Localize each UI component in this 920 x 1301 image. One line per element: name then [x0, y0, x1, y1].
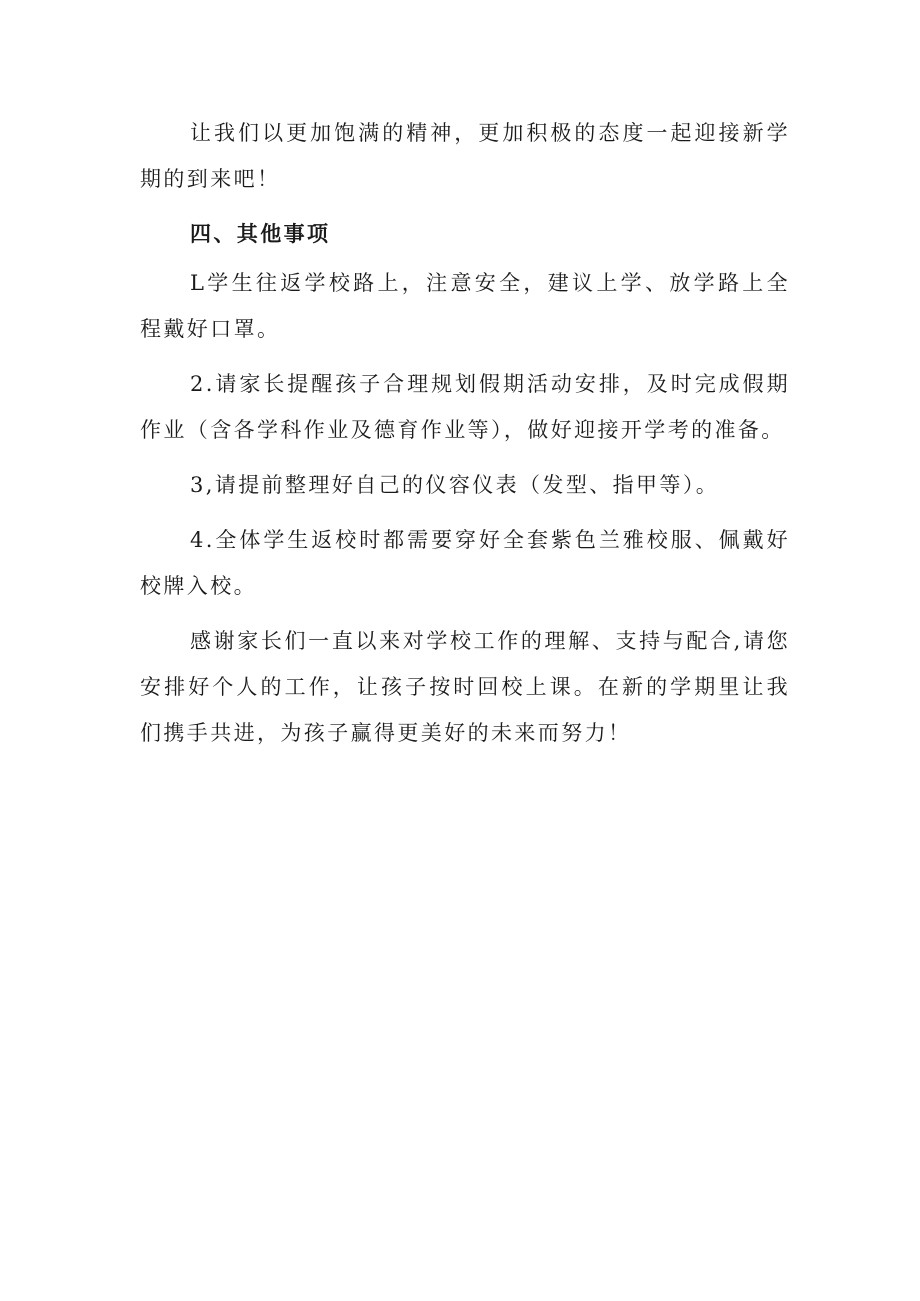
intro-paragraph: 让我们以更加饱满的精神，更加积极的态度一起迎接新学期的到来吧！	[140, 121, 790, 191]
list-item-2: 2.请家长提醒孩子合理规划假期活动安排，及时完成假期作业（含各学科作业及德育作业等），做好迎接开学考的准备。	[140, 372, 790, 442]
list-item-3: 3,请提前整理好自己的仪容仪表（发型、指甲等）。	[190, 473, 720, 497]
list-item-1: L学生往返学校路上，注意安全，建议上学、放学路上全程戴好口罩。	[140, 271, 790, 341]
closing-paragraph: 感谢家长们一直以来对学校工作的理解、支持与配合,请您安排好个人的工作，让孩子按时回校上课。在新的学期里让我们携手共进，为孩子赢得更美好的未来而努力！	[140, 629, 790, 745]
document-body	[140, 110, 790, 765]
section-heading: 四、其他事项	[190, 222, 331, 246]
list-item-4: 4.全体学生返校时都需要穿好全套紫色兰雅校服、佩戴好校牌入校。	[140, 528, 790, 598]
